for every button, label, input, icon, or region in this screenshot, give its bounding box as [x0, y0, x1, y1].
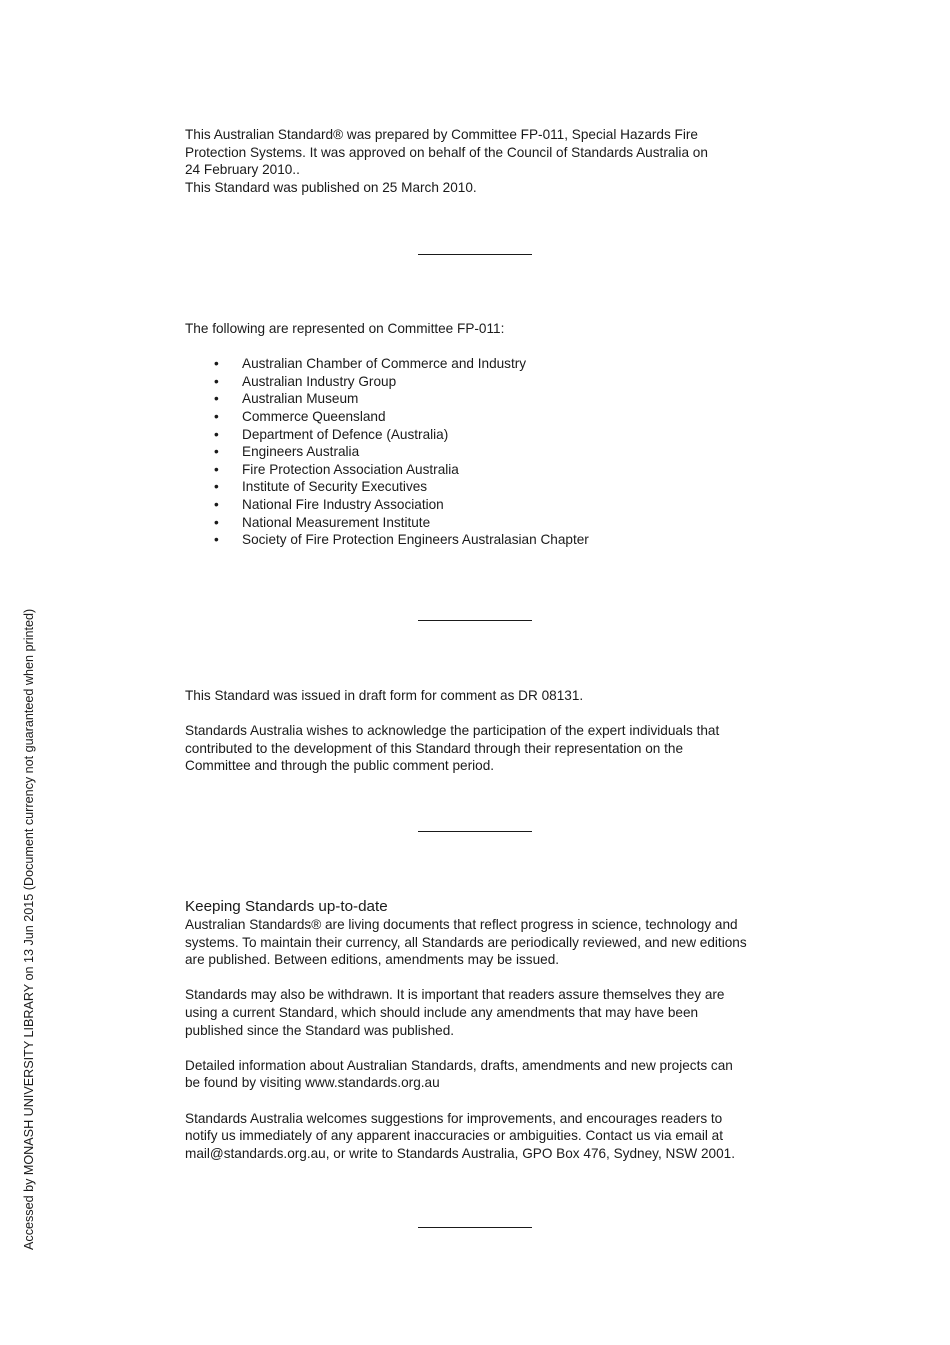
paragraph-line: systems. To maintain their currency, all Standards are periodically reviewed, and new editions: [185, 934, 747, 950]
section-divider: [418, 620, 532, 621]
paragraph-line: be found by visiting www.standards.org.au: [185, 1075, 440, 1091]
list-item: [185, 478, 775, 496]
bullet-icon: •: [214, 408, 219, 424]
paragraph-line: Australian Standards® are living documents that reflect progress in science, technology and: [185, 917, 738, 932]
bullet-icon: •: [214, 514, 219, 530]
list-item: [185, 514, 775, 532]
member-name: Society of Fire Protection Engineers Australasian Chapter: [242, 532, 589, 548]
acknowledgement-line: contributed to the development of this Standard through their representation on the: [185, 740, 684, 756]
draft-issue-note: This Standard was issued in draft form for comment as DR 08131.: [185, 688, 584, 703]
section-heading: Keeping Standards up-to-date: [185, 898, 388, 915]
member-name: Australian Chamber of Commerce and Industry: [242, 356, 527, 372]
bullet-icon: •: [214, 496, 219, 512]
committee-section: [185, 320, 775, 549]
committee-member-list: [185, 355, 775, 549]
list-item: [185, 373, 775, 391]
bullet-icon: •: [214, 444, 219, 460]
publication-date: This Standard was published on 25 March 2010.: [185, 179, 477, 195]
list-item: [185, 408, 775, 426]
committee-intro: The following are represented on Committee FP-011:: [185, 321, 505, 336]
member-name: Fire Protection Association Australia: [242, 461, 459, 477]
bullet-icon: •: [214, 479, 219, 495]
member-name: Commerce Queensland: [242, 408, 386, 424]
keeping-up-to-date-section: [185, 897, 775, 1162]
paragraph-line: using a current Standard, which should include any amendments that may have been: [185, 1004, 699, 1020]
list-item: [185, 426, 775, 444]
member-name: Department of Defence (Australia): [242, 426, 449, 442]
bullet-icon: •: [214, 356, 219, 372]
list-item: [185, 355, 775, 373]
paragraph-line: Standards Australia welcomes suggestions for improvements, and encourages readers to: [185, 1110, 723, 1126]
member-name: Institute of Security Executives: [242, 479, 428, 495]
section-divider: [418, 254, 532, 255]
list-item: [185, 461, 775, 479]
draft-section: [185, 687, 775, 775]
list-item: [185, 496, 775, 514]
member-name: Australian Industry Group: [242, 373, 397, 389]
list-item: [185, 531, 775, 549]
paragraph-line: Detailed information about Australian Standards, drafts, amendments and new projects can: [185, 1057, 733, 1073]
paragraph-line: published since the Standard was published.: [185, 1022, 455, 1038]
preparation-line: Protection Systems. It was approved on behalf of the Council of Standards Australia on: [185, 144, 708, 160]
paragraph-line: are published. Between editions, amendments may be issued.: [185, 952, 560, 968]
list-item: [185, 390, 775, 408]
member-name: Australian Museum: [242, 391, 359, 407]
list-item: [185, 443, 775, 461]
bullet-icon: •: [214, 426, 219, 442]
section-divider: [418, 831, 532, 832]
paragraph-line: mail@standards.org.au, or write to Standards Australia, GPO Box 476, Sydney, NSW 2001.: [185, 1145, 736, 1161]
bullet-icon: •: [214, 532, 219, 548]
paragraph-line: notify us immediately of any apparent inaccuracies or ambiguities. Contact us via email at: [185, 1128, 723, 1144]
bullet-icon: •: [214, 461, 219, 477]
member-name: Engineers Australia: [242, 444, 360, 460]
section-divider: [418, 1227, 532, 1228]
preparation-line: This Australian Standard® was prepared by Committee FP-011, Special Hazards Fire: [185, 127, 698, 142]
member-name: National Measurement Institute: [242, 514, 431, 530]
preparation-statement: [185, 126, 775, 196]
acknowledgement-line: Committee and through the public comment period.: [185, 758, 495, 774]
member-name: National Fire Industry Association: [242, 496, 444, 512]
bullet-icon: •: [214, 391, 219, 407]
acknowledgement-line: Standards Australia wishes to acknowledge the participation of the expert individuals that: [185, 723, 720, 739]
paragraph-line: Standards may also be withdrawn. It is important that readers assure themselves they are: [185, 987, 725, 1003]
access-watermark: Accessed by MONASH UNIVERSITY LIBRARY on 13 Jun 2015 (Document currency not guaranteed when printed): [22, 608, 36, 1250]
bullet-icon: •: [214, 373, 219, 389]
preparation-line: 24 February 2010..: [185, 162, 300, 178]
